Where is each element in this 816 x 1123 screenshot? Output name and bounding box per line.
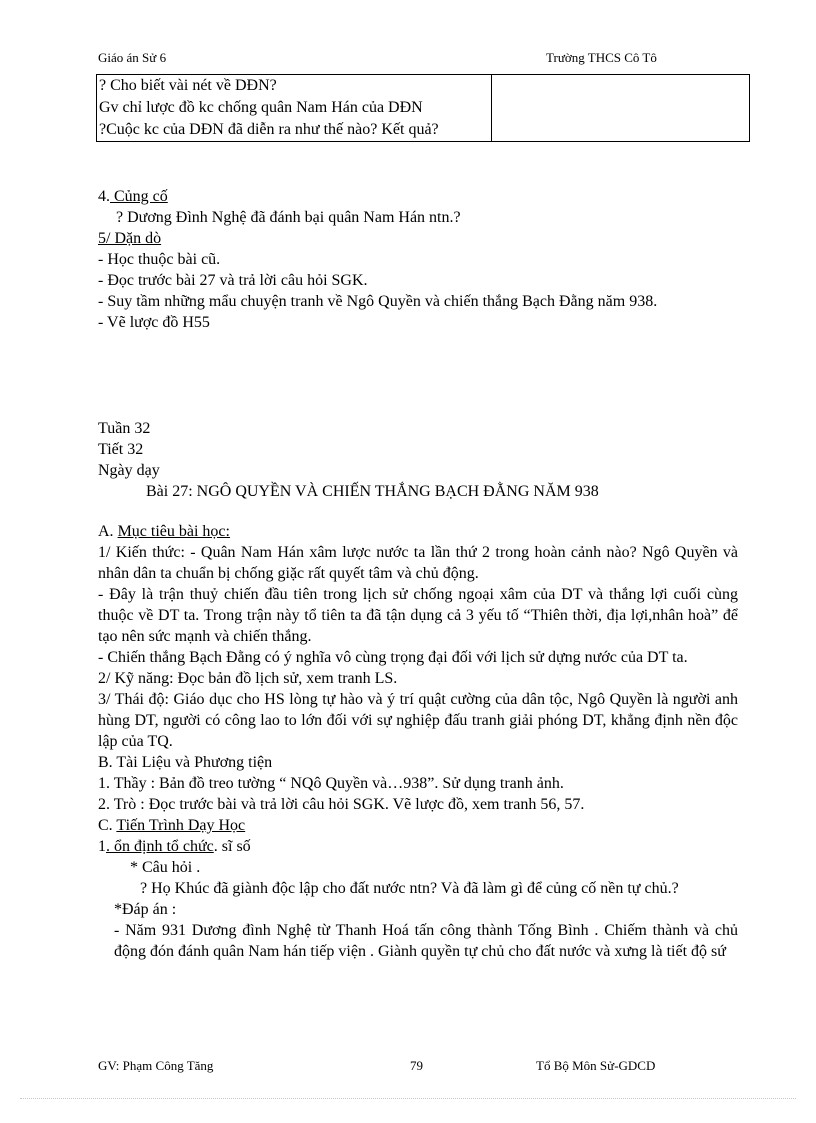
skills-objective: 2/ Kỹ năng: Đọc bản đồ lịch sử, xem tranh LS. xyxy=(98,670,398,687)
page-number: 79 xyxy=(410,1058,423,1073)
knowledge-objective: - Đây là trận thuỷ chiến đầu tiên trong lịch sử chống ngoại xâm của DT và thắng lợi cuối cùng thuộc về DT ta. Trong trận này tổ tiên ta đã tận dụng cả 3 yếu tố “Thiên thời, địa lợi,nhân hoà” để tạo nên sức mạnh và chiến thắng. xyxy=(98,586,738,645)
objectives-heading xyxy=(98,521,738,542)
knowledge-objective: 1/ Kiến thức: - Quân Nam Hán xâm lược nước ta lần thứ 2 trong hoàn cảnh nào? Ngô Quyền và nhân dân ta chuẩn bị chống giặc rất quyết tâm và chủ động. xyxy=(98,544,738,582)
organization-label: . ổn định tổ chức xyxy=(106,838,214,855)
student-materials: 2. Trò : Đọc trước bài và trả lời câu hỏi SGK. Vẽ lược đồ, xem tranh 56, 57. xyxy=(98,796,585,813)
dan-do-item: - Học thuộc bài cũ. xyxy=(98,251,221,268)
spacer xyxy=(98,333,738,418)
page-separator xyxy=(20,1098,796,1099)
header-left: Giáo án Sử 6 xyxy=(98,50,167,65)
footer-left: GV: Phạm Công Tăng xyxy=(98,1058,214,1073)
procedure-label: Tiến Trình Dạy Học xyxy=(116,817,246,834)
dan-do-heading: 5/ Dặn dò xyxy=(98,230,162,247)
procedure-heading xyxy=(98,815,738,836)
cung-co-heading xyxy=(98,186,738,207)
table-cell-content xyxy=(492,75,750,142)
table-cell-line: ?Cuộc kc của DĐN đã diễn ra như thế nào? Kết quả? xyxy=(99,121,439,138)
materials-heading: B. Tài Liệu và Phương tiện xyxy=(98,754,273,771)
teaching-date-label: Ngày dạy xyxy=(98,462,160,479)
attitude-objective: 3/ Thái độ: Giáo dục cho HS lòng tự hào và ý trí quật cường của dân tộc, Ngô Quyền là người anh hùng DT, người có công lao to lớn đối với sự nghiệp đấu tranh giải phóng DT, khẳng định nền độc lập của TQ. xyxy=(98,691,738,750)
objectives-prefix: A. xyxy=(98,523,118,540)
organization-rest: . sĩ số xyxy=(213,838,251,855)
table-cell-line: ? Cho biết vài nét về DĐN? xyxy=(99,77,277,94)
dan-do-item: - Đọc trước bài 27 và trả lời câu hỏi SGK. xyxy=(98,272,368,289)
lesson-title: Bài 27: NGÔ QUYỀN VÀ CHIẾN THẮNG BẠCH ĐẰNG NĂM 938 xyxy=(146,483,599,500)
teacher-materials: 1. Thầy : Bản đồ treo tường “ NQô Quyền và…938”. Sử dụng tranh ảnh. xyxy=(98,775,564,792)
dan-do-item: - Suy tầm những mẩu chuyện tranh về Ngô Quyền và chiến thắng Bạch Đằng năm 938. xyxy=(98,293,658,310)
procedure-prefix: C. xyxy=(98,817,117,834)
footer-right: Tổ Bộ Môn Sử-GDCD xyxy=(536,1058,656,1073)
knowledge-objective: - Chiến thắng Bạch Đằng có ý nghĩa vô cùng trọng đại đối với lịch sử dựng nước của DT ta. xyxy=(98,649,688,666)
question-label: * Câu hỏi . xyxy=(130,859,201,876)
organization-number: 1 xyxy=(98,838,106,855)
week-label: Tuần 32 xyxy=(98,420,151,437)
header-right: Trường THCS Cô Tô xyxy=(546,50,657,65)
lesson-table xyxy=(96,74,750,142)
spacer xyxy=(98,502,738,521)
review-question: ? Họ Khúc đã giành độc lập cho đất nước ntn? Và đã làm gì để củng cố nền tự chủ.? xyxy=(140,880,679,897)
table-cell-activity xyxy=(97,75,492,142)
objectives-label: Mục tiêu bài học: xyxy=(117,523,230,540)
dan-do-item: - Vẽ lược đồ H55 xyxy=(98,314,210,331)
cung-co-question: ? Dương Đình Nghệ đã đánh bại quân Nam Hán ntn.? xyxy=(116,209,461,226)
cung-co-label: Củng cố xyxy=(110,188,168,205)
answer-label: *Đáp án : xyxy=(114,901,177,918)
period-label: Tiết 32 xyxy=(98,441,144,458)
table-row xyxy=(97,75,750,142)
cung-co-number: 4. xyxy=(98,188,110,205)
table-cell-line: Gv chỉ lược đồ kc chống quân Nam Hán của DĐN xyxy=(99,99,423,116)
document-body xyxy=(98,186,738,962)
organization-step xyxy=(98,836,738,857)
answer-text: - Năm 931 Dương đình Nghệ từ Thanh Hoá tấn công thành Tống Bình . Chiếm thành và chủ động đón đánh quân Nam hán tiếp viện . Giành quyền tự chủ cho đất nước và xưng là tiết độ sứ xyxy=(114,922,738,960)
